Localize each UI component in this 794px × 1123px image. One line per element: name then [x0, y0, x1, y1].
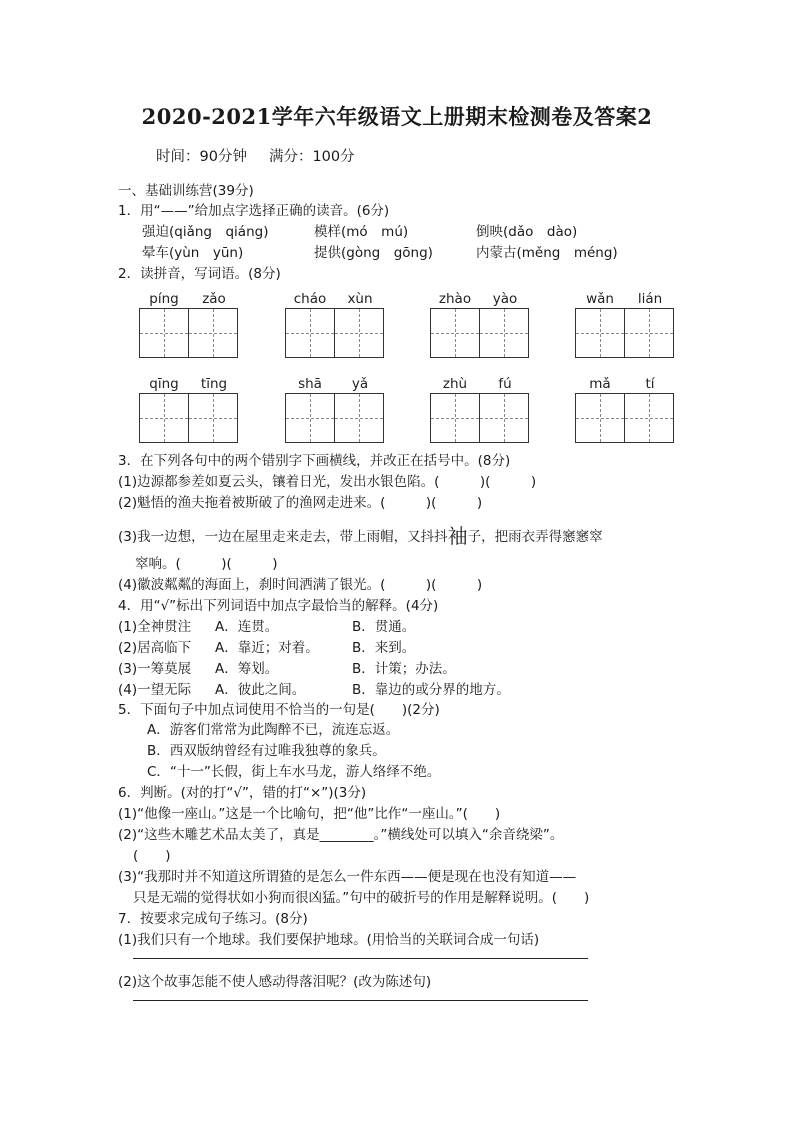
pinyin-label: zǎo [202, 291, 226, 307]
guide-line [455, 309, 456, 357]
pinyin-label: píng [149, 291, 179, 307]
writing-box[interactable] [575, 308, 625, 358]
pinyin-label: xùn [347, 291, 373, 307]
q7-line: (2)这个故事怎能不使人感动得落泪呢？(改为陈述句) [118, 974, 432, 990]
q6-line: (1)“他像一座山。”这是一个比喻句，把“他”比作“一座山。”( ) [118, 806, 501, 822]
writing-box[interactable] [430, 308, 480, 358]
q6-stem: 6．判断。(对的打“√”，错的打“×”)(3分) [118, 785, 367, 801]
q6-line: ( ) [133, 848, 171, 864]
guide-line [359, 394, 360, 442]
guide-line [164, 309, 165, 357]
q6-line: (3)“我那时并不知道这所谓猹的是怎么一件东西——便是现在也没有知道—— [118, 869, 577, 885]
pinyin-label: zhù [442, 376, 468, 392]
q3-stem: 3．在下列各句中的两个错别字下画横线，并改正在括号中。(8分) [118, 453, 511, 469]
writing-box[interactable] [139, 308, 189, 358]
writing-box[interactable] [285, 393, 335, 443]
q3-line: 窣响。( )( ) [135, 556, 278, 572]
q4-option-a: A．筹划。 [215, 661, 279, 677]
exam-meta [156, 149, 355, 166]
pinyin-label: tí [645, 376, 655, 392]
q3-line [118, 524, 603, 548]
writing-box[interactable] [575, 393, 625, 443]
guide-line [310, 309, 311, 357]
guide-line [649, 394, 650, 442]
writing-box[interactable] [334, 393, 384, 443]
pinyin-label: yào [492, 291, 518, 307]
q4-option-b: B．贯通。 [352, 619, 416, 635]
q4-option-a: A．靠近；对着。 [215, 640, 319, 656]
q6-line: 只是无端的觉得状如小狗而很凶猛。”句中的破折号的作用是解释说明。( ) [133, 890, 590, 906]
pinyin-label: yǎ [351, 376, 369, 392]
guide-line [164, 394, 165, 442]
exam-time: 时间：90分钟 [156, 149, 247, 165]
page-title: 2020-2021学年六年级语文上册期末检测卷及答案2 [141, 104, 653, 129]
q4-stem: 4．用“√”标出下列词语中加点字最恰当的解释。(4分) [118, 598, 439, 614]
q4-word: (4)一望无际 [118, 682, 192, 698]
q1-item: 晕车(yùn yūn) [142, 245, 244, 261]
q2-stem: 2．读拼音，写词语。(8分) [118, 266, 281, 282]
q7-line: (1)我们只有一个地球。我们要保护地球。(用恰当的关联词合成一句话) [118, 932, 540, 948]
guide-line [310, 394, 311, 442]
section-heading: 一、基础训练营(39分) [118, 183, 254, 199]
q1-stem: 1．用“——”给加点字选择正确的读音。(6分) [118, 203, 390, 219]
q3-line: (4)徽波粼粼的海面上，刹时间洒满了银光。( )( ) [118, 577, 483, 593]
answer-line[interactable] [133, 1000, 588, 1001]
q4-word: (3)一筹莫展 [118, 661, 192, 677]
guide-line [600, 394, 601, 442]
q3-line3-start: (3)我一边想，一边在屋里走来走去，带上雨帽，又抖抖 [118, 529, 448, 545]
guide-line [504, 394, 505, 442]
writing-box[interactable] [624, 393, 674, 443]
q4-option-a: A．连贯。 [215, 619, 279, 635]
guide-line [600, 309, 601, 357]
writing-box[interactable] [479, 393, 529, 443]
q5-stem: 5．下面句子中加点词使用不恰当的一句是( )(2分) [118, 702, 440, 718]
q5-option-b: B．西双版纳曾经有过唯我独尊的象兵。 [147, 743, 386, 759]
q5-option-c: C．“十一”长假，街上车水马龙，游人络绎不绝。 [147, 764, 441, 780]
q4-option-b: B．来到。 [352, 640, 416, 656]
guide-line [504, 309, 505, 357]
q3-line: (2)魁悟的渔夫拖着被斯破了的渔网走进来。( )( ) [118, 495, 483, 511]
guide-line [213, 309, 214, 357]
q7-stem: 7．按要求完成句子练习。(8分) [118, 911, 308, 927]
answer-line[interactable] [133, 958, 588, 959]
pinyin-label: tīng [200, 376, 228, 392]
q3-line3-big-char: 袖 [447, 524, 468, 548]
pinyin-label: wǎn [586, 291, 614, 307]
q1-item: 强迫(qiǎng qiáng) [142, 224, 269, 240]
q4-word: (2)居高临下 [118, 640, 192, 656]
writing-box[interactable] [139, 393, 189, 443]
writing-box[interactable] [334, 308, 384, 358]
q1-item: 提供(gòng gōng) [314, 245, 433, 261]
q4-word: (1)全神贯注 [118, 619, 192, 635]
writing-box[interactable] [285, 308, 335, 358]
q4-option-b: B．计策；办法。 [352, 661, 456, 677]
q6-line: (2)“这些木雕艺术品太美了，真是________。”横线处可以填入“余音绕梁”。 [118, 827, 564, 843]
pinyin-label: zhào [438, 291, 472, 307]
writing-box[interactable] [188, 393, 238, 443]
pinyin-label: shā [298, 376, 322, 392]
q3-line: (1)边源都参差如夏云头，镶着日光，发出水银色陷。( )( ) [118, 474, 537, 490]
exam-score: 满分：100分 [268, 149, 355, 165]
pinyin-label: fú [498, 376, 512, 392]
q3-line3-end: 子，把雨衣弄得窸窸窣 [467, 529, 603, 545]
writing-box[interactable] [479, 308, 529, 358]
pinyin-label: mǎ [589, 376, 611, 392]
q5-option-a: A．游客们常常为此陶醉不已，流连忘返。 [147, 722, 400, 738]
q1-item: 倒映(dǎo dào) [476, 224, 578, 240]
guide-line [455, 394, 456, 442]
pinyin-label: cháo [293, 291, 327, 307]
guide-line [213, 394, 214, 442]
pinyin-label: lián [637, 291, 663, 307]
q1-item: 内蒙古(měng méng) [476, 245, 618, 261]
pinyin-label: qīng [149, 376, 179, 392]
q4-option-b: B．靠边的或分界的地方。 [352, 682, 510, 698]
guide-line [359, 309, 360, 357]
writing-box[interactable] [188, 308, 238, 358]
guide-line [649, 309, 650, 357]
q1-item: 模样(mó mú) [314, 224, 409, 240]
writing-box[interactable] [624, 308, 674, 358]
writing-box[interactable] [430, 393, 480, 443]
q4-option-a: A．彼此之间。 [215, 682, 306, 698]
